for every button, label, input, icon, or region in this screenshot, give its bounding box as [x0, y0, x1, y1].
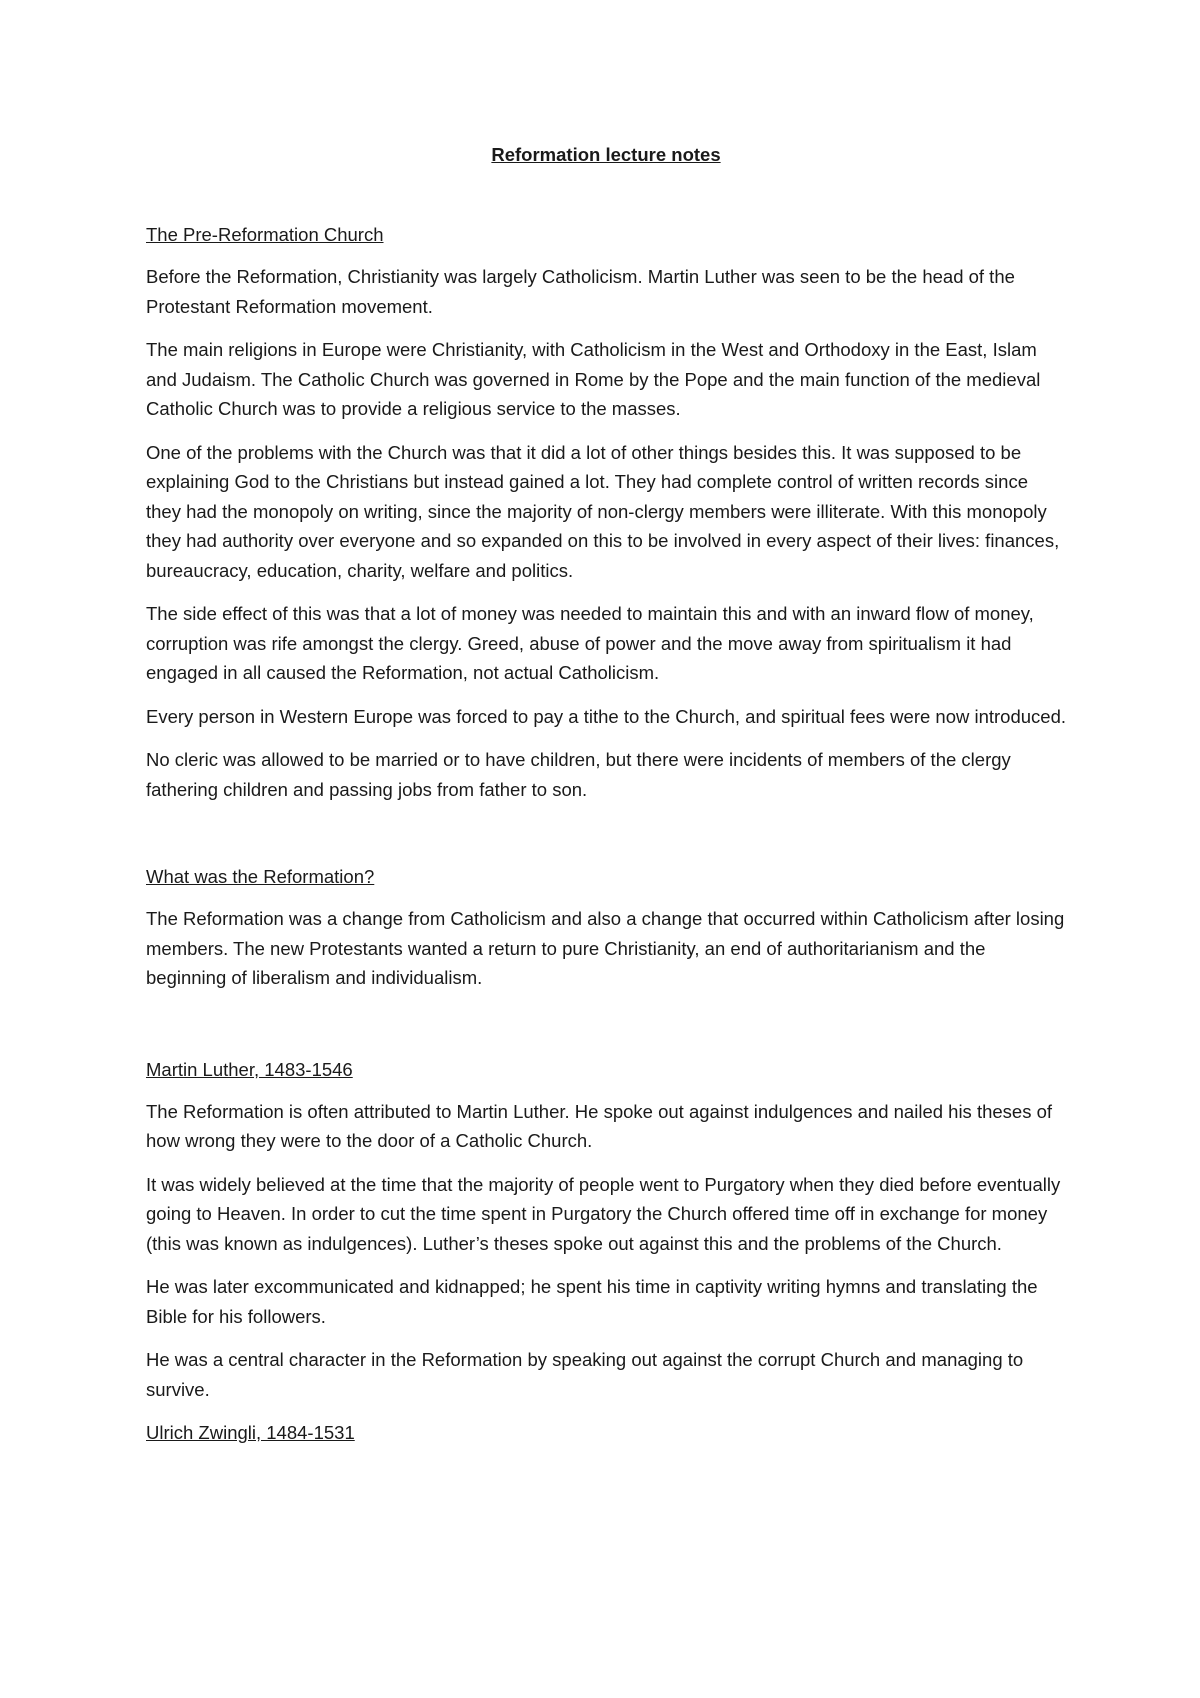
- paragraph: No cleric was allowed to be married or to have children, but there were incidents of members of the clergy fathering children and passing jobs from father to son.: [146, 749, 1011, 800]
- spacer: [146, 818, 1066, 862]
- paragraph: The main religions in Europe were Christianity, with Catholicism in the West and Orthodoxy in the East, Islam and Judaism. The Catholic Church was governed in Rome by the Pope and the main function of the medieval Catholic Church was to provide a religious service to the masses.: [146, 339, 1041, 419]
- section-heading: Ulrich Zwingli, 1484-1531: [146, 1422, 355, 1443]
- section-heading: What was the Reformation?: [146, 866, 375, 887]
- section-pre-reformation: [146, 220, 1066, 804]
- document-title: Reformation lecture notes: [491, 144, 721, 165]
- paragraph: The Reformation is often attributed to Martin Luther. He spoke out against indulgences and nailed his theses of how wrong they were to the door of a Catholic Church.: [146, 1100, 1053, 1151]
- paragraph: He was a central character in the Reformation by speaking out against the corrupt Church and managing to survive.: [146, 1349, 1024, 1400]
- paragraph: It was widely believed at the time that the majority of people went to Purgatory when they died before eventually going to Heaven. In order to cut the time spent in Purgatory the Church offered time off in exchange for money (this was known as indulgences). Luther’s theses spoke out against this and the problems of the Church.: [146, 1173, 1061, 1254]
- section-zwingli: [146, 1418, 1066, 1448]
- document-page: [146, 140, 1066, 1460]
- paragraph: The side effect of this was that a lot of money was needed to maintain this and with an inward flow of money, corruption was rife amongst the clergy. Greed, abuse of power and the move away from spiritualism it had engaged in all caused the Reformation, not actual Catholicism.: [146, 603, 1034, 683]
- paragraph: He was later excommunicated and kidnapped; he spent his time in captivity writing hymns and translating the Bible for his followers.: [146, 1276, 1038, 1327]
- paragraph: Every person in Western Europe was forced to pay a tithe to the Church, and spiritual fees were now introduced.: [146, 705, 1067, 727]
- section-heading: Martin Luther, 1483-1546: [146, 1058, 353, 1080]
- section-martin-luther: [146, 1055, 1066, 1405]
- section-heading: The Pre-Reformation Church: [146, 224, 384, 245]
- paragraph: One of the problems with the Church was that it did a lot of other things besides this. It was supposed to be explaining God to the Christians but instead gained a lot. They had complete control of written records since they had the monopoly on writing, since the majority of non-clergy members were illiterate. With this monopoly they had authority over everyone and so expanded on this to be involved in every aspect of their lives: finances, bureaucracy, education, charity, welfare and politics.: [146, 441, 1060, 581]
- paragraph: Before the Reformation, Christianity was largely Catholicism. Martin Luther was seen to be the head of the Protestant Reformation movement.: [146, 266, 1015, 317]
- section-what-was-reformation: [146, 862, 1066, 993]
- spacer: [146, 1007, 1066, 1055]
- paragraph: The Reformation was a change from Catholicism and also a change that occurred within Catholicism after losing members. The new Protestants wanted a return to pure Christianity, an end of authoritarianism and the beginning of liberalism and individualism.: [146, 908, 1065, 988]
